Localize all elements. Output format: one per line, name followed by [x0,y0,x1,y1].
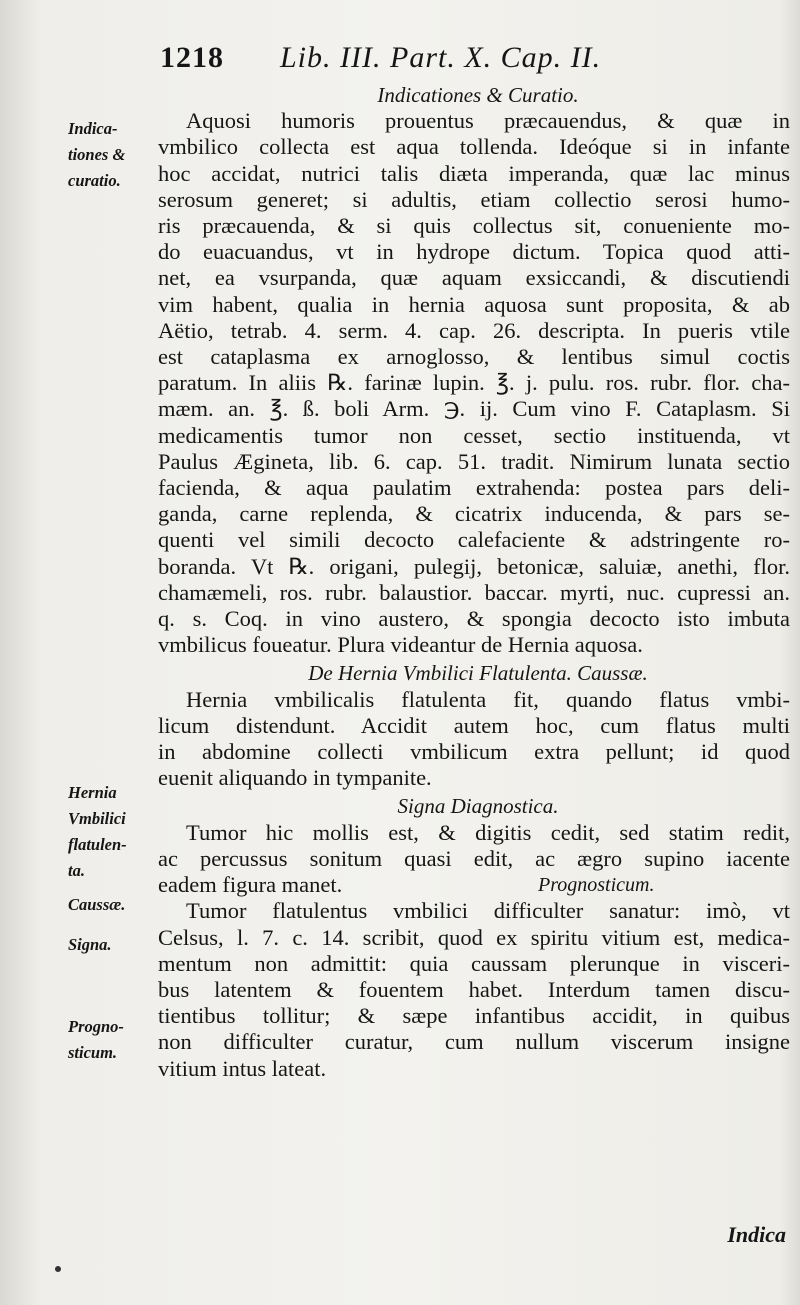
text-line: Aquosi humoris prouentus præcauendus, & quæ in [186,108,790,134]
text-line: vitium intus lateat. [158,1055,327,1081]
margin-note-caussae [68,892,156,918]
text-line: hoc accidat, nutrici talis diæta imperanda, quæ lac minus [158,160,790,186]
margin-line: Progno- [68,1017,124,1036]
text-line: medicamentis tumor non cesset, sectio instituenda, vt [158,422,790,448]
text-line: mentum non admittit: quia caussam plerunque in visceri- [158,950,790,976]
margin-line: curatio. [68,171,121,190]
text-line: bus latentem & fouentem habet. Interdum tamen discu- [158,976,790,1002]
text-line: in abdomine collecti vmbilicum extra pellunt; id quod [158,739,790,765]
margin-line: Hernia [68,783,117,802]
text-line: quenti vel simili decocto calefaciente & adstringente ro- [158,527,790,553]
section-heading: De Hernia Vmbilici Flatulenta. Caussæ. [308,661,648,686]
text-line: non difficulter curatur, cum nullum viscerum insigne [158,1029,790,1055]
margin-note-signa [68,932,156,958]
margin-line: tiones & [68,145,126,164]
text-line: facienda, & aqua paulatim extrahenda: postea pars deli- [158,475,790,501]
text-line: est cataplasma ex arnoglosso, & lentibus simul coctis [158,344,790,370]
running-title: Lib. III. Part. X. Cap. II. [280,41,602,74]
margin-note-hernia [68,780,156,884]
margin-line: ta. [68,861,85,880]
section-indicationes [158,82,790,1082]
text-line: q. s. Coq. in vino austero, & spongia decocto isto imbuta [158,606,790,632]
catchword: Indica [727,1222,786,1247]
ink-spot [55,1266,61,1272]
margin-line: Indica- [68,119,118,138]
text-line: tientibus tollitur; & sæpe infantibus accidit, in quibus [158,1003,790,1029]
margin-line: Caussæ. [68,895,126,914]
text-line: vmbilico collecta est aqua tollenda. Ideóque si in infante [158,134,790,160]
margin-line: sticum. [68,1043,118,1062]
text-line: Hernia vmbilicalis flatulenta fit, quando flatus vmbi- [186,686,790,712]
text-line: do euacuandus, vt in hydrope dictum. Topica quod atti- [158,239,790,265]
margin-line: Vmbilici [68,809,126,828]
text-line: boranda. Vt ℞. origani, pulegij, betonicæ, saluiæ, anethi, flor. [158,553,790,579]
text-line: paratum. In aliis ℞. farinæ lupin. ℥. j. pulu. ros. rubr. flor. cha- [158,370,790,396]
text-line: Aëtio, tetrab. 4. serm. 4. cap. 26. descripta. In pueris vtile [158,317,790,343]
text-line: Tumor hic mollis est, & digitis cedit, sed statim redit, [186,819,790,845]
text-line: Paulus Ægineta, lib. 6. cap. 51. tradit. Nimirum lunata sectio [158,448,790,474]
text-line: chamæmeli, ros. rubr. balaustior. baccar. myrti, nuc. cupressi an. [158,579,790,605]
text-line: Tumor flatulentus vmbilici difficulter sanatur: imò, vt [186,898,790,924]
section-heading: Signa Diagnostica. [397,794,559,819]
margin-line: flatulen- [68,835,127,854]
text-line: euenit aliquando in tympanite. [158,765,432,791]
text-line-content: eadem figura manet. [158,872,343,898]
text-line: licum distendunt. Accidit autem hoc, cum flatus multi [158,712,790,738]
text-line: serosum generet; si adultis, etiam collectio serosi humo- [158,186,790,212]
text-line: mæm. an. ℥. ß. boli Arm. ℈. ij. Cum vino F. Cataplasm. Si [158,396,790,422]
text-line: vim habent, qualia in hernia aquosa sunt proposita, & ab [158,291,790,317]
text-line: Celsus, l. 7. c. 14. scribit, quod ex spiritu vitium est, medica- [158,924,790,950]
margin-line: Signa. [68,935,112,954]
text-line [158,872,790,898]
margin-note-indicationes [68,116,156,194]
margin-note-prognosticum [68,1014,156,1066]
inline-heading-prognosticum: Prognosticum. [538,874,655,897]
text-line: ac percussus sonitum quasi edit, ac ægro supino iacente [158,845,790,871]
text-line: vmbilicus foueatur. Plura videantur de Hernia aquosa. [158,632,643,658]
text-line: net, ea vsurpanda, quæ aquam exsiccandi, & discutiendi [158,265,790,291]
text-line: ris præcauenda, & si quis collectus sit, conueniente mo- [158,213,790,239]
page-number: 1218 [160,41,224,74]
section-heading: Indicationes & Curatio. [377,83,579,107]
text-line: ganda, carne replenda, & cicatrix inducenda, & pars se- [158,501,790,527]
